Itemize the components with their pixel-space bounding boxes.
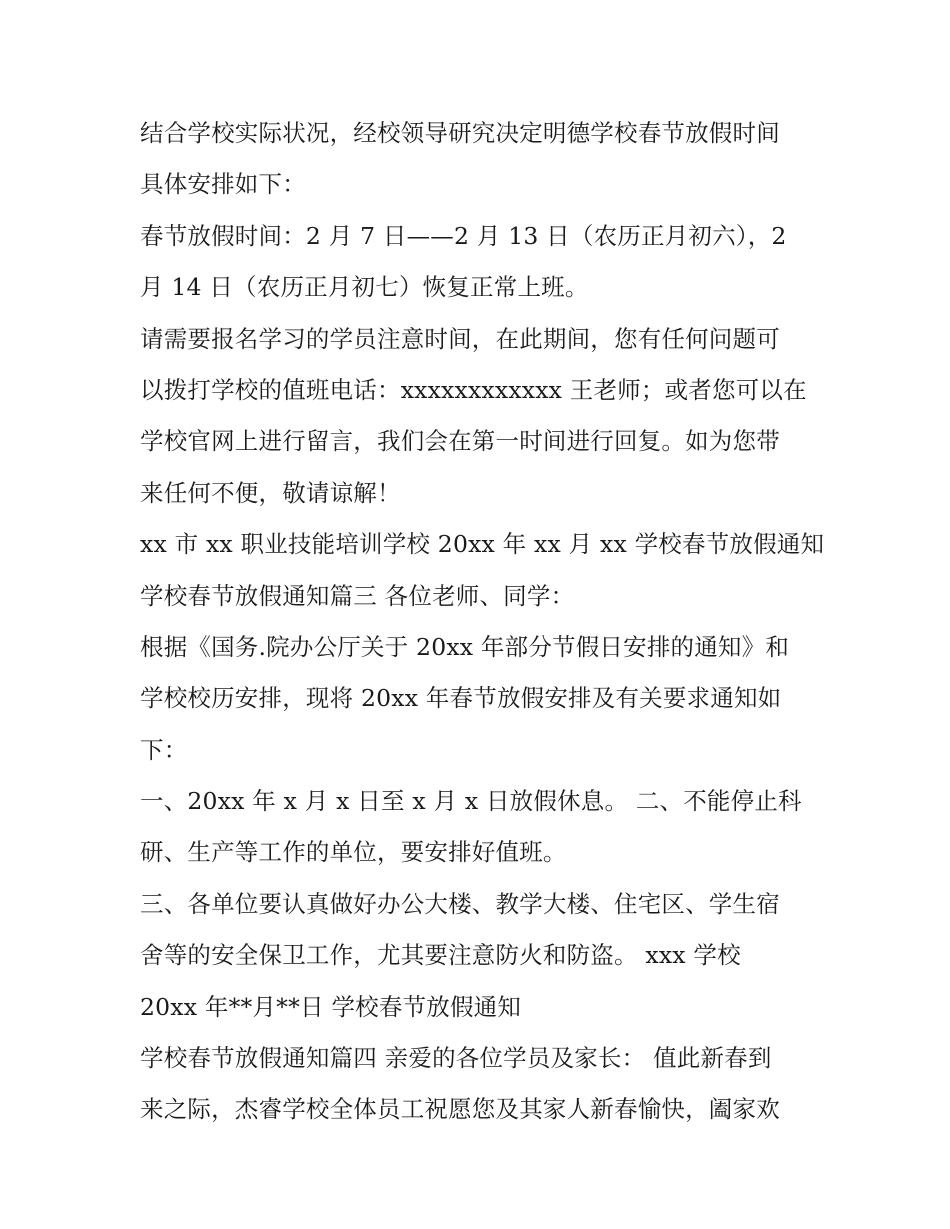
text-line: 月 14 日（农历正月初七）恢复正常上班。	[140, 273, 589, 302]
text-line: 下：	[140, 735, 188, 764]
text-line: 具体安排如下：	[140, 170, 306, 199]
text-line: 结合学校实际状况，经校领导研究决定明德学校春节放假时间	[140, 119, 780, 147]
text-line: 学校官网上进行留言，我们会在第一时间进行回复。如为您带	[140, 427, 780, 456]
text-line: 以拨打学校的值班电话：xxxxxxxxxxxx 王老师；或者您可以在	[140, 375, 807, 404]
text-line: 春节放假时间：2 月 7 日——2 月 13 日（农历正月初六），2	[140, 221, 787, 250]
document-body	[140, 108, 830, 1136]
text-line: 一、20xx 年 x 月 x 日至 x 月 x 日放假休息。 二、不能停止科	[140, 787, 802, 816]
text-line: 学校春节放假通知篇三 各位老师、同学：	[140, 581, 575, 610]
text-line: 来之际，杰睿学校全体员工祝愿您及其家人新春愉快，阖家欢	[140, 1095, 780, 1124]
text-line: 20xx 年**月**日 学校春节放假通知	[140, 992, 522, 1021]
text-line: 三、各单位要认真做好办公大楼、教学大楼、住宅区、学生宿	[140, 889, 780, 918]
text-line: 研、生产等工作的单位，要安排好值班。	[140, 838, 567, 867]
text-line: 舍等的安全保卫工作，尤其要注意防火和防盗。 xxx 学校	[140, 941, 741, 970]
text-line: 学校春节放假通知篇四 亲爱的各位学员及家长： 值此新春到	[140, 1044, 772, 1073]
text-line: xx 市 xx 职业技能培训学校 20xx 年 xx 月 xx 学校春节放假通知	[140, 530, 825, 559]
text-line: 根据《国务.院办公厅关于 20xx 年部分节假日安排的通知》和	[140, 632, 790, 661]
text-line: 请需要报名学习的学员注意时间，在此期间，您有任何问题可	[140, 324, 780, 353]
text-line: 来任何不便，敬请谅解！	[140, 478, 401, 507]
text-line: 学校校历安排，现将 20xx 年春节放假安排及有关要求通知如	[140, 684, 782, 713]
